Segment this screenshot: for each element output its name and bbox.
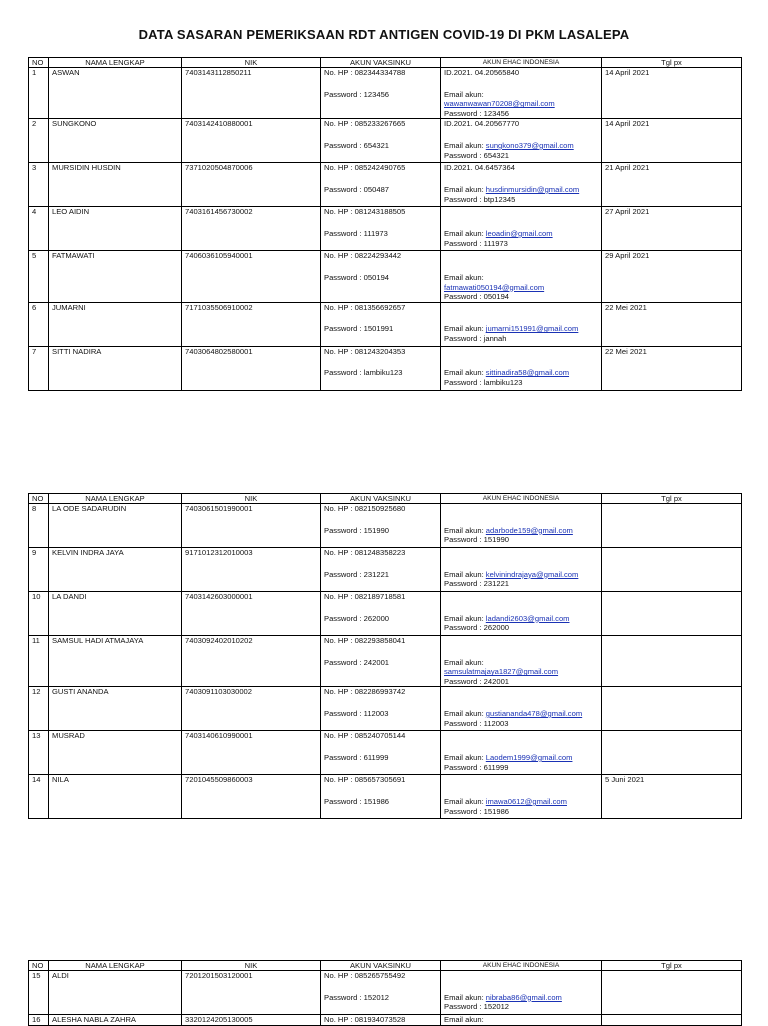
email-link[interactable]: fatmawati050194@gmail.com — [444, 282, 545, 292]
cell-akun-ehac — [441, 163, 602, 207]
cell-nama: MUSRAD — [49, 731, 182, 775]
cell-akun-vaksinku — [321, 68, 441, 119]
cell-akun-vaksinku — [321, 251, 441, 302]
cell-no: 3 — [29, 163, 49, 207]
cell-tgl: 21 April 2021 — [602, 163, 742, 207]
email-link[interactable]: husdinmursidin@gmail.com — [485, 184, 580, 194]
vaksinku-password: Password : 112003 — [324, 708, 389, 718]
vaksinku-hp: No. HP : 085657305691 — [324, 775, 406, 785]
table-row — [29, 163, 742, 207]
column-header-ehac: AKUN EHAC INDONESIA — [441, 58, 602, 68]
vaksinku-hp: No. HP : 082286993742 — [324, 687, 406, 697]
cell-nik: 3320124205130005 — [182, 1015, 321, 1026]
cell-nik: 7403140610990001 — [182, 731, 321, 775]
table-row — [29, 68, 742, 119]
vaksinku-password: Password : 231221 — [324, 569, 390, 579]
cell-no: 9 — [29, 548, 49, 592]
cell-no: 8 — [29, 504, 49, 548]
ehac-id — [444, 207, 598, 217]
cell-akun-vaksinku — [321, 302, 441, 346]
vaksinku-hp: No. HP : 085240705144 — [324, 731, 406, 741]
ehac-password: Password : 112003 — [444, 718, 509, 728]
email-link[interactable]: jumarni151991@gmail.com — [485, 324, 579, 334]
cell-nik: 7403091103030002 — [182, 687, 321, 731]
ehac-id — [444, 303, 598, 313]
cell-nik: 7171035506910002 — [182, 302, 321, 346]
vaksinku-hp: No. HP : 081243204353 — [324, 346, 406, 356]
cell-no: 6 — [29, 302, 49, 346]
ehac-email: Email akun: sittinadira58@gmail.com — [444, 368, 570, 378]
vaksinku-hp: No. HP : 08224293442 — [324, 251, 402, 261]
header-row — [29, 58, 742, 68]
cell-nik: 7403143112850211 — [182, 68, 321, 119]
cell-akun-ehac — [441, 775, 602, 819]
ehac-id — [444, 251, 598, 261]
vaksinku-hp: No. HP : 081248358223 — [324, 548, 406, 557]
column-header-nik: NIK — [182, 58, 321, 68]
cell-akun-ehac — [441, 207, 602, 251]
column-header-no: NO — [29, 58, 49, 68]
cell-nama: SITTI NADIRA — [49, 346, 182, 390]
email-link[interactable]: imawa0612@gmail.com — [485, 796, 567, 806]
email-link[interactable]: Laodem1999@gmail.com — [485, 752, 573, 762]
cell-akun-vaksinku: No. HP : 081934073528 — [321, 1015, 441, 1026]
cell-akun-ehac — [441, 548, 602, 592]
column-header-nama: NAMA LENGKAP — [49, 961, 182, 971]
cell-akun-vaksinku — [321, 119, 441, 163]
column-header-no: NO — [29, 494, 49, 504]
cell-nama: NILA — [49, 775, 182, 819]
column-header-nik: NIK — [182, 494, 321, 504]
cell-nik: 7403064802580001 — [182, 346, 321, 390]
vaksinku-hp: No. HP : 081243188505 — [324, 207, 406, 217]
cell-nama: ALESHA NABLA ZAHRA — [49, 1015, 182, 1026]
cell-nama: KELVIN INDRA JAYA — [49, 548, 182, 592]
cell-akun-ehac — [441, 504, 602, 548]
cell-nama: LEO AIDIN — [49, 207, 182, 251]
ehac-email: Email akun: leoadin@gmail.com — [444, 228, 553, 238]
vaksinku-hp: No. HP : 085242490765 — [324, 163, 406, 173]
cell-akun-vaksinku — [321, 163, 441, 207]
cell-akun-vaksinku — [321, 731, 441, 775]
table-row — [29, 119, 742, 163]
vaksinku-password: Password : 654321 — [324, 140, 390, 150]
cell-nama: SUNGKONO — [49, 119, 182, 163]
column-header-ehac: AKUN EHAC INDONESIA — [441, 961, 602, 971]
email-link[interactable]: wawanwawan70208@gmail.com — [444, 99, 555, 109]
ehac-id — [444, 775, 598, 785]
cell-nik: 7406036105940001 — [182, 251, 321, 302]
cell-akun-vaksinku — [321, 636, 441, 687]
column-header-nik: NIK — [182, 961, 321, 971]
header-row — [29, 961, 742, 971]
vaksinku-hp: No. HP : 081356692657 — [324, 302, 406, 312]
ehac-email: Email akun: imawa0612@gmail.com — [444, 796, 567, 806]
ehac-password: Password : 654321 — [444, 150, 510, 160]
cell-nik: 7403142410880001 — [182, 119, 321, 163]
column-header-vaksinku: AKUN VAKSINKU — [321, 961, 441, 971]
cell-nama: JUMARNI — [49, 302, 182, 346]
cell-akun-vaksinku — [321, 346, 441, 390]
ehac-id — [444, 971, 598, 981]
vaksinku-password: Password : 050194 — [324, 272, 390, 282]
cell-akun-vaksinku — [321, 971, 441, 1015]
cell-akun-ehac — [441, 68, 602, 119]
table-row — [29, 207, 742, 251]
cell-nik: 7403161456730002 — [182, 207, 321, 251]
ehac-email: Email akun: husdinmursidin@gmail.com — [444, 184, 580, 194]
column-header-ehac: AKUN EHAC INDONESIA — [441, 494, 602, 504]
ehac-id — [444, 347, 598, 357]
cell-tgl: 14 April 2021 — [602, 68, 742, 119]
email-link[interactable]: adarbode159@gmail.com — [485, 525, 573, 535]
cell-tgl — [602, 636, 742, 687]
cell-tgl: 5 Juni 2021 — [602, 775, 742, 819]
ehac-password: Password : 152012 — [444, 1002, 510, 1012]
ehac-password: Password : 231221 — [444, 579, 510, 589]
cell-tgl: 22 Mei 2021 — [602, 302, 742, 346]
vaksinku-password: Password : 151986 — [324, 796, 390, 806]
cell-nik: 7371020504870006 — [182, 163, 321, 207]
cell-no: 13 — [29, 731, 49, 775]
ehac-id — [444, 592, 598, 602]
ehac-id — [444, 504, 598, 514]
ehac-password: Password : 151986 — [444, 806, 510, 816]
cell-tgl — [602, 504, 742, 548]
column-header-nama: NAMA LENGKAP — [49, 494, 182, 504]
cell-no: 5 — [29, 251, 49, 302]
cell-nama: SAMSUL HADI ATMAJAYA — [49, 636, 182, 687]
column-header-vaksinku: AKUN VAKSINKU — [321, 58, 441, 68]
cell-nik: 7403142603000001 — [182, 592, 321, 636]
ehac-password: Password : 242001 — [444, 676, 510, 686]
ehac-password: Password : 262000 — [444, 623, 510, 633]
cell-no: 2 — [29, 119, 49, 163]
ehac-password: Password : 123456 — [444, 108, 510, 118]
cell-no: 15 — [29, 971, 49, 1015]
vaksinku-hp: No. HP : 082150925680 — [324, 504, 406, 513]
cell-tgl — [602, 731, 742, 775]
cell-akun-ehac — [441, 251, 602, 302]
cell-no: 4 — [29, 207, 49, 251]
column-header-tgl: Tgl px — [602, 58, 742, 68]
cell-nama: MURSIDIN HUSDIN — [49, 163, 182, 207]
email-link[interactable]: sungkono379@gmail.com — [485, 140, 574, 150]
cell-no: 14 — [29, 775, 49, 819]
cell-akun-ehac — [441, 592, 602, 636]
cell-nik: 7403061501990001 — [182, 504, 321, 548]
vaksinku-hp: No. HP : 082293858041 — [324, 636, 406, 645]
cell-nik: 9171012312010003 — [182, 548, 321, 592]
cell-tgl: 29 April 2021 — [602, 251, 742, 302]
cell-akun-ehac — [441, 119, 602, 163]
cell-nama: LA DANDI — [49, 592, 182, 636]
cell-akun-vaksinku — [321, 207, 441, 251]
table-row — [29, 346, 742, 390]
cell-no: 11 — [29, 636, 49, 687]
data-table — [28, 57, 742, 391]
cell-no: 7 — [29, 346, 49, 390]
ehac-id — [444, 636, 598, 646]
ehac-email: Email akun: fatmawati050194@gmail.com — [444, 272, 545, 292]
cell-no: 10 — [29, 592, 49, 636]
table-row — [29, 687, 742, 731]
column-header-nama: NAMA LENGKAP — [49, 58, 182, 68]
ehac-email: Email akun: adarbode159@gmail.com — [444, 525, 573, 535]
vaksinku-hp: No. HP : 082344334788 — [324, 68, 406, 77]
cell-tgl: 27 April 2021 — [602, 207, 742, 251]
cell-akun-vaksinku — [321, 504, 441, 548]
data-table — [28, 493, 742, 819]
ehac-email: Email akun: samsulatmajaya1827@gmail.com — [444, 657, 559, 677]
table-row — [29, 592, 742, 636]
cell-nama: ALDI — [49, 971, 182, 1015]
table-row — [29, 548, 742, 592]
cell-tgl — [602, 971, 742, 1015]
ehac-email: Email akun: gustiananda478@gmail.com — [444, 708, 583, 718]
ehac-email: Email akun: kelvinindrajaya@gmail.com — [444, 569, 579, 579]
cell-nama: ASWAN — [49, 68, 182, 119]
cell-no: 16 — [29, 1015, 49, 1026]
ehac-id: ID.2021. 04.20565840 — [444, 68, 520, 77]
vaksinku-hp: No. HP : 085233267665 — [324, 119, 406, 129]
vaksinku-hp: No. HP : 082189718581 — [324, 592, 406, 601]
vaksinku-password: Password : 242001 — [324, 657, 390, 667]
vaksinku-password: Password : 111973 — [324, 228, 388, 238]
cell-nama: LA ODE SADARUDIN — [49, 504, 182, 548]
vaksinku-password: Password : 123456 — [324, 89, 390, 99]
ehac-password: Password : 151990 — [444, 535, 510, 545]
cell-nik: 7201045509860003 — [182, 775, 321, 819]
header-row — [29, 494, 742, 504]
cell-tgl — [602, 687, 742, 731]
cell-tgl — [602, 592, 742, 636]
vaksinku-password: Password : lambiku123 — [324, 368, 403, 378]
email-link[interactable]: leoadin@gmail.com — [485, 228, 553, 238]
cell-tgl — [602, 548, 742, 592]
cell-tgl: 22 Mei 2021 — [602, 346, 742, 390]
cell-nama: FATMAWATI — [49, 251, 182, 302]
vaksinku-password: Password : 151990 — [324, 525, 390, 535]
ehac-password: Password : lambiku123 — [444, 377, 523, 387]
table-row — [29, 251, 742, 302]
ehac-id — [444, 687, 598, 697]
cell-akun-vaksinku — [321, 775, 441, 819]
cell-nama: GUSTI ANANDA — [49, 687, 182, 731]
ehac-email: Email akun: sungkono379@gmail.com — [444, 140, 574, 150]
cell-akun-ehac — [441, 731, 602, 775]
column-header-tgl: Tgl px — [602, 961, 742, 971]
cell-akun-ehac — [441, 687, 602, 731]
email-link[interactable]: ladandi2603@gmail.com — [485, 613, 570, 623]
table-row — [29, 302, 742, 346]
vaksinku-password: Password : 152012 — [324, 992, 390, 1002]
cell-nik: 7403092402010202 — [182, 636, 321, 687]
vaksinku-hp: No. HP : 085265755492 — [324, 971, 406, 980]
email-link[interactable]: nibraba86@gmail.com — [485, 992, 562, 1002]
cell-akun-ehac — [441, 302, 602, 346]
table-row — [29, 504, 742, 548]
vaksinku-password: Password : 262000 — [324, 613, 390, 623]
cell-akun-ehac — [441, 971, 602, 1015]
cell-tgl: 14 April 2021 — [602, 119, 742, 163]
column-header-vaksinku: AKUN VAKSINKU — [321, 494, 441, 504]
data-table — [28, 960, 742, 1026]
cell-akun-ehac — [441, 346, 602, 390]
ehac-id: ID.2021. 04.20567770 — [444, 119, 520, 129]
ehac-password: Password : 050194 — [444, 292, 510, 302]
table-row — [29, 636, 742, 687]
ehac-id — [444, 548, 598, 558]
cell-no: 1 — [29, 68, 49, 119]
email-link[interactable]: sittinadira58@gmail.com — [485, 368, 570, 378]
ehac-password: Password : jannah — [444, 333, 507, 343]
ehac-email: Email akun: Laodem1999@gmail.com — [444, 752, 573, 762]
vaksinku-password: Password : 1501991 — [324, 324, 394, 334]
document-title: DATA SASARAN PEMERIKSAAN RDT ANTIGEN COVID-19 DI PKM LASALEPA — [138, 27, 630, 42]
vaksinku-password: Password : 050487 — [324, 184, 390, 194]
ehac-id — [444, 731, 598, 741]
ehac-password: Password : 111973 — [444, 238, 508, 248]
column-header-no: NO — [29, 961, 49, 971]
email-link[interactable]: samsulatmajaya1827@gmail.com — [444, 667, 559, 677]
ehac-email: Email akun: ladandi2603@gmail.com — [444, 613, 570, 623]
cell-nik: 7201201503120001 — [182, 971, 321, 1015]
column-header-tgl: Tgl px — [602, 494, 742, 504]
table-row — [29, 775, 742, 819]
ehac-password: Password : 611999 — [444, 762, 509, 772]
ehac-email: Email akun: nibraba86@gmail.com — [444, 992, 562, 1002]
email-link[interactable]: gustiananda478@gmail.com — [485, 708, 583, 718]
table-row — [29, 731, 742, 775]
email-link[interactable]: kelvinindrajaya@gmail.com — [485, 569, 579, 579]
cell-akun-ehac: Email akun: — [441, 1015, 602, 1026]
cell-akun-vaksinku — [321, 687, 441, 731]
cell-akun-ehac — [441, 636, 602, 687]
ehac-email: Email akun: wawanwawan70208@gmail.com — [444, 89, 555, 109]
ehac-email: Email akun: jumarni151991@gmail.com — [444, 324, 579, 334]
cell-no: 12 — [29, 687, 49, 731]
ehac-id: ID.2021. 04.6457364 — [444, 163, 515, 173]
vaksinku-password: Password : 611999 — [324, 752, 389, 762]
ehac-password: Password : btp12345 — [444, 194, 516, 204]
table-row — [29, 971, 742, 1015]
cell-akun-vaksinku — [321, 548, 441, 592]
cell-akun-vaksinku — [321, 592, 441, 636]
